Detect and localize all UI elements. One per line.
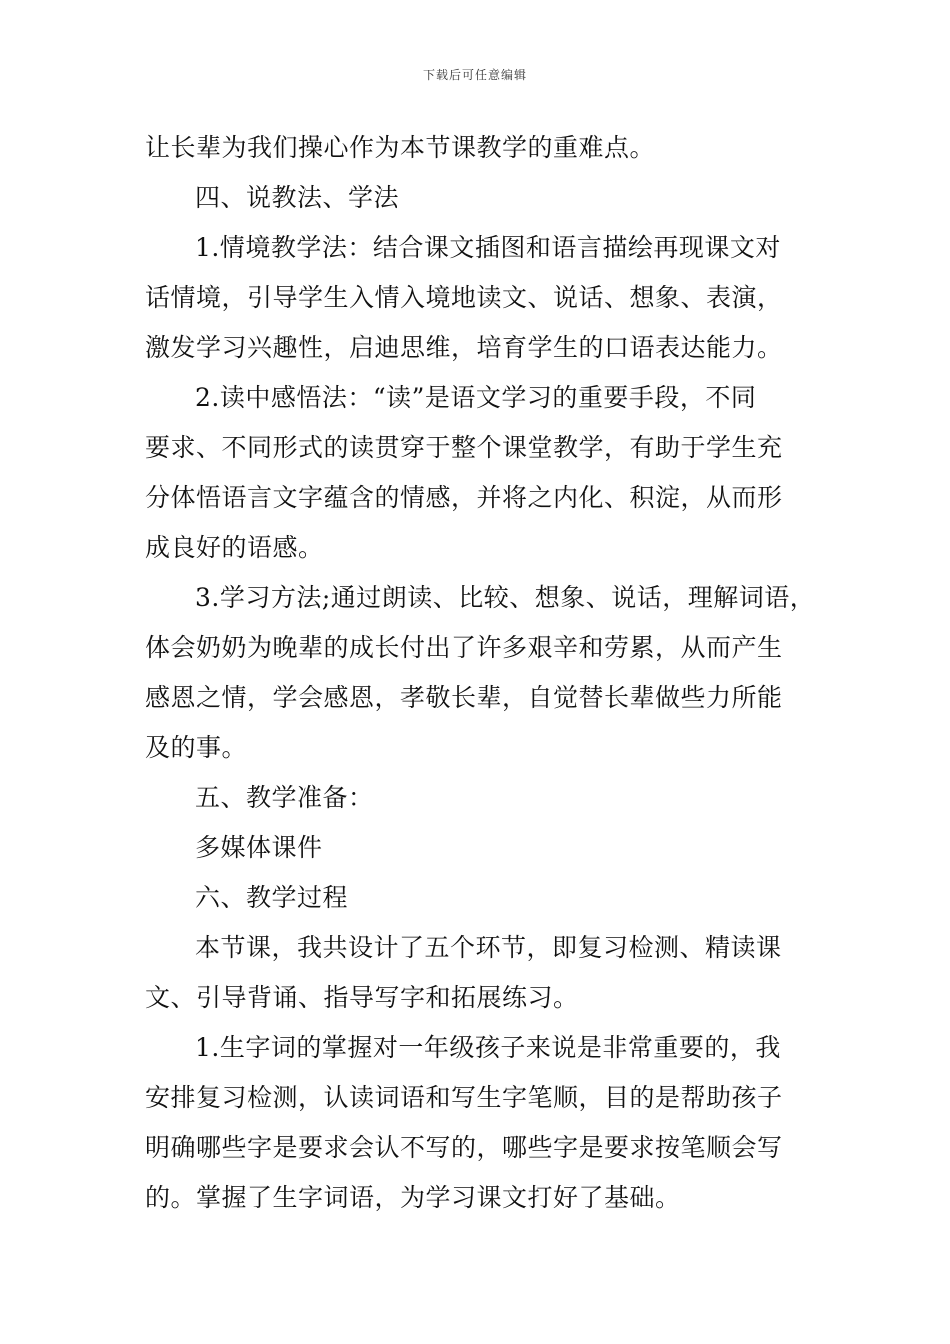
section-heading: 六、教学过程 — [195, 883, 349, 912]
text-line: 体会奶奶为晚辈的成长付出了许多艰辛和劳累，从而产生 — [145, 633, 783, 662]
text-line: 及的事。 — [145, 733, 248, 762]
text-line: 的。掌握了生字词语，为学习课文打好了基础。 — [145, 1183, 681, 1212]
text-line: 1.生字词的掌握对一年级孩子来说是非常重要的，我 — [195, 1033, 781, 1062]
text-line: 1.情境教学法：结合课文插图和语言描绘再现课文对 — [195, 233, 781, 262]
text-line: 3.学习方法;通过朗读、比较、想象、说话，理解词语， — [195, 583, 816, 612]
section-heading: 四、说教法、学法 — [195, 183, 400, 212]
text-line: 要求、不同形式的读贯穿于整个课堂教学，有助于学生充 — [145, 433, 783, 462]
text-line: 成良好的语感。 — [145, 533, 324, 562]
text-line: 分体悟语言文字蕴含的情感，并将之内化、积淀，从而形 — [145, 483, 783, 512]
text-line: 文、引导背诵、指导写字和拓展练习。 — [145, 983, 579, 1012]
page-header-note: 下载后可任意编辑 — [422, 68, 527, 82]
text-line: 话情境，引导学生入情入境地读文、说话、想象、表演， — [145, 283, 783, 312]
document-body — [145, 123, 816, 1223]
text-line: 让长辈为我们操心作为本节课教学的重难点。 — [145, 133, 656, 162]
text-line: 2.读中感悟法：“读”是语文学习的重要手段，不同 — [195, 383, 757, 412]
text-line: 感恩之情，学会感恩，孝敬长辈，自觉替长辈做些力所能 — [145, 683, 783, 712]
text-line: 明确哪些字是要求会认不写的，哪些字是要求按笔顺会写 — [145, 1133, 783, 1162]
text-line: 安排复习检测，认读词语和写生字笔顺，目的是帮助孩子 — [145, 1083, 783, 1112]
section-heading: 五、教学准备： — [195, 783, 374, 812]
text-line: 多媒体课件 — [195, 833, 323, 862]
text-line: 本节课，我共设计了五个环节，即复习检测、精读课 — [195, 933, 782, 962]
text-line: 激发学习兴趣性，启迪思维，培育学生的口语表达能力。 — [145, 333, 783, 362]
